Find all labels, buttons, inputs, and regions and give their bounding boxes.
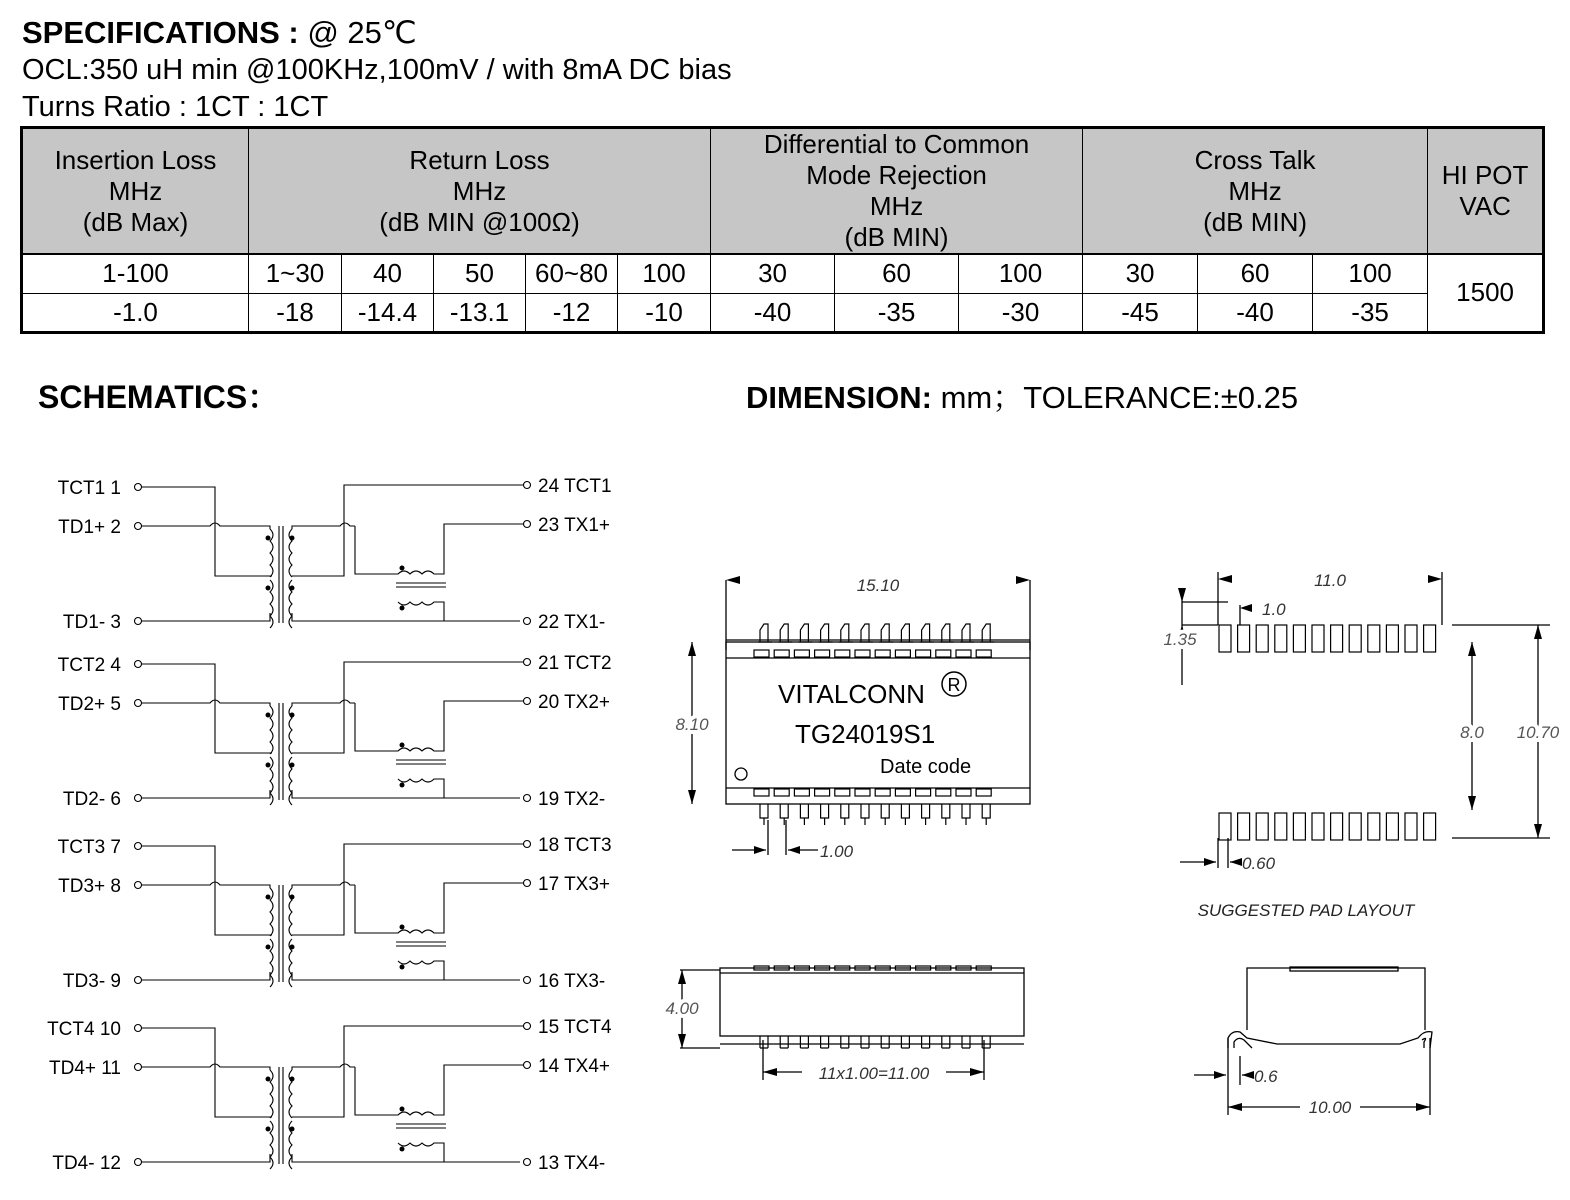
side-lead — [800, 1036, 808, 1048]
lead-shoulder — [855, 789, 870, 796]
table-cell: -45 — [1083, 293, 1198, 332]
dim-pad-inner: 8.0 — [1460, 723, 1484, 742]
table-cell: -40 — [711, 293, 835, 332]
lead-shoulder — [956, 650, 971, 657]
polarity-dot — [400, 743, 405, 748]
polarity-dot — [400, 1107, 405, 1112]
package-lead — [821, 804, 829, 825]
lead-shoulder — [936, 789, 951, 796]
registered-letter: R — [947, 675, 961, 695]
date-code: Date code — [880, 756, 972, 778]
lead-shoulder — [754, 789, 769, 796]
pin-label-right: 18 TCT3 — [538, 835, 612, 856]
package-lead — [800, 804, 808, 825]
polarity-dot — [400, 566, 405, 571]
pad-layout — [1180, 572, 1550, 868]
package-lead — [942, 804, 950, 825]
pin-label-right: 13 TX4- — [538, 1153, 606, 1174]
package-lead — [899, 624, 913, 642]
table-cell: -35 — [1313, 293, 1428, 332]
side-lead — [962, 1036, 970, 1048]
table-cell: -35 — [835, 293, 959, 332]
lead-shoulder — [815, 650, 830, 657]
hipot-header: HI POT VAC — [1428, 128, 1544, 255]
dim-end-lead: 0.6 — [1254, 1067, 1278, 1086]
pin-terminal — [135, 700, 142, 707]
dimension-drawings — [640, 560, 1570, 1120]
package-lead — [758, 624, 772, 642]
pin-label-left: TD2- 6 — [62, 789, 121, 810]
polarity-dot — [266, 895, 271, 900]
dimension-tolerance: mm；TOLERANCE:±0.25 — [932, 380, 1299, 415]
specifications-title — [22, 14, 417, 52]
solder-pad — [1275, 813, 1287, 840]
lead-shoulder — [916, 650, 931, 657]
solder-pad — [1386, 813, 1398, 840]
ocl-line: OCL:350 uH min @100KHz,100mV / with 8mA DC bias — [22, 54, 732, 86]
table-cell: -12 — [526, 293, 618, 332]
pin-terminal — [524, 698, 531, 705]
pin-terminal — [524, 1023, 531, 1030]
solder-pad — [1293, 813, 1305, 840]
transformer-channel-3 — [58, 835, 612, 992]
package-lead — [760, 804, 768, 825]
table-cell: 30 — [711, 254, 835, 293]
dim-pad-length: 1.35 — [1163, 630, 1197, 649]
pin-label-right: 14 TX4+ — [538, 1056, 611, 1077]
solder-pad — [1386, 625, 1398, 652]
table-cell: 100 — [959, 254, 1083, 293]
table-cell: -14.4 — [342, 293, 434, 332]
package-lead — [920, 624, 934, 642]
lead-shoulder — [835, 789, 850, 796]
pin-label-left: TD1+ 2 — [58, 517, 121, 538]
lead-shoulder — [774, 789, 789, 796]
package-lead — [940, 624, 954, 642]
package-lead — [841, 804, 849, 825]
polarity-dot — [266, 763, 271, 768]
package-lead — [798, 624, 812, 642]
pin-label-right: 23 TX1+ — [538, 515, 611, 536]
dimension-label: DIMENSION: — [746, 380, 932, 415]
table-cell: 40 — [342, 254, 434, 293]
solder-pad — [1424, 813, 1436, 840]
polarity-dot — [400, 925, 405, 930]
table-cell: -30 — [959, 293, 1083, 332]
package-lead — [859, 624, 873, 642]
package-lead — [839, 624, 853, 642]
lead-shoulder — [916, 789, 931, 796]
pin-label-left: TD2+ 5 — [58, 694, 121, 715]
solder-pad — [1349, 813, 1361, 840]
lead-shoulder — [895, 650, 910, 657]
pin-label-right: 21 TCT2 — [538, 653, 612, 674]
table-cell: 1~30 — [249, 254, 342, 293]
lead-shoulder — [875, 650, 890, 657]
polarity-dot — [290, 1077, 295, 1082]
polarity-dot — [266, 586, 271, 591]
package-lead — [778, 624, 792, 642]
polarity-dot — [290, 713, 295, 718]
lead-shoulder — [774, 650, 789, 657]
turns-ratio-line: Turns Ratio : 1CT : 1CT — [22, 91, 329, 123]
solder-pad — [1424, 625, 1436, 652]
lead-shoulder — [976, 789, 991, 796]
lead-shoulder — [875, 789, 890, 796]
solder-pad — [1219, 625, 1231, 652]
polarity-dot — [400, 965, 405, 970]
pin-terminal — [135, 1025, 142, 1032]
solder-pad — [1368, 625, 1380, 652]
solder-pad — [1256, 625, 1268, 652]
lead-shoulder — [855, 650, 870, 657]
polarity-dot — [290, 945, 295, 950]
package-lead — [960, 624, 974, 642]
pin-terminal — [135, 661, 142, 668]
dim-pad-outer: 10.70 — [1516, 723, 1560, 742]
transformer-channel-2 — [58, 653, 612, 810]
dim-pin-pitch: 1.00 — [820, 842, 854, 861]
dcmr-header: Differential to Common Mode Rejection MHz (dB MIN) — [711, 128, 1083, 255]
pin-label-left: TD3+ 8 — [58, 876, 121, 897]
spec-table — [20, 126, 1542, 332]
side-lead — [942, 1036, 950, 1048]
pin-label-left: TCT4 10 — [47, 1019, 121, 1040]
pin-terminal — [524, 841, 531, 848]
dim-pad-span: 11.0 — [1314, 571, 1346, 590]
pin-terminal — [135, 1159, 142, 1166]
lead-shoulder — [815, 789, 830, 796]
pin-label-right: 22 TX1- — [538, 612, 606, 633]
table-cell: 60 — [835, 254, 959, 293]
dim-pad-pitch: 1.0 — [1262, 600, 1286, 619]
polarity-dot — [266, 713, 271, 718]
pin-terminal — [524, 795, 531, 802]
solder-pad — [1349, 625, 1361, 652]
table-cell: 1-100 — [22, 254, 249, 293]
table-cell: 100 — [618, 254, 711, 293]
pin-terminal — [524, 1062, 531, 1069]
pin-label-right: 24 TCT1 — [538, 476, 612, 497]
pin-terminal — [135, 977, 142, 984]
polarity-dot — [266, 1077, 271, 1082]
polarity-dot — [400, 783, 405, 788]
package-lead — [922, 804, 930, 825]
part-number: TG24019S1 — [795, 719, 936, 749]
return-loss-header: Return Loss MHz (dB MIN @100Ω) — [249, 128, 711, 255]
pin-label-left: TD1- 3 — [62, 612, 121, 633]
lead-shoulder — [794, 650, 809, 657]
pin-terminal — [524, 618, 531, 625]
package-lead — [780, 804, 788, 825]
polarity-dot — [266, 945, 271, 950]
pin-terminal — [135, 618, 142, 625]
lead-shoulder — [895, 789, 910, 796]
side-lead — [780, 1036, 788, 1048]
package-lead — [901, 804, 909, 825]
side-lead — [901, 1036, 909, 1048]
pin-terminal — [524, 521, 531, 528]
pin-label-left: TD4- 12 — [52, 1153, 121, 1174]
pad-rows — [1219, 625, 1436, 840]
pin-terminal — [135, 484, 142, 491]
pin-label-left: TD4+ 11 — [49, 1058, 121, 1079]
pin-label-left: TD3- 9 — [62, 971, 121, 992]
lead-shoulder — [976, 650, 991, 657]
package-lead — [962, 804, 970, 825]
table-cell: -1.0 — [22, 293, 249, 332]
table-cell: -40 — [1198, 293, 1313, 332]
lead-shoulder — [794, 789, 809, 796]
lead-shoulder — [956, 789, 971, 796]
end-view-package — [1194, 967, 1432, 1115]
solder-pad — [1331, 625, 1343, 652]
pin-terminal — [524, 482, 531, 489]
pin-label-left: TCT2 4 — [57, 655, 121, 676]
specifications-label: SPECIFICATIONS : — [22, 15, 299, 50]
schematics-title: SCHEMATICS： — [38, 379, 280, 415]
solder-pad — [1405, 813, 1417, 840]
polarity-dot — [266, 1127, 271, 1132]
pin-label-right: 16 TX3- — [538, 971, 606, 992]
solder-pad — [1238, 813, 1250, 840]
package-lead — [982, 804, 990, 825]
side-lead — [861, 1036, 869, 1048]
solder-pad — [1331, 813, 1343, 840]
polarity-dot — [400, 1147, 405, 1152]
solder-pad — [1219, 813, 1231, 840]
pin-label-right: 15 TCT4 — [538, 1017, 612, 1038]
dim-side-height: 4.00 — [665, 999, 699, 1018]
dimension-title — [746, 372, 1298, 417]
lead-shoulder — [754, 650, 769, 657]
lead-shoulder — [936, 650, 951, 657]
solder-pad — [1405, 625, 1417, 652]
side-lead — [760, 1036, 768, 1048]
table-cell: 30 — [1083, 254, 1198, 293]
table-cell: 50 — [434, 254, 526, 293]
cross-talk-header: Cross Talk MHz (dB MIN) — [1083, 128, 1428, 255]
solder-pad — [1293, 625, 1305, 652]
table-cell: 60~80 — [526, 254, 618, 293]
pin-label-right: 20 TX2+ — [538, 692, 611, 713]
polarity-dot — [400, 606, 405, 611]
schematic-diagram — [0, 440, 660, 1200]
package-lead — [980, 624, 994, 642]
pin-label-right: 19 TX2- — [538, 789, 606, 810]
table-cell: -13.1 — [434, 293, 526, 332]
pad-layout-label: SUGGESTED PAD LAYOUT — [1197, 901, 1415, 920]
dim-end-width: 10.00 — [1308, 1098, 1352, 1117]
insertion-loss-header: Insertion Loss MHz (dB Max) — [22, 128, 249, 255]
lead-shoulder — [835, 650, 850, 657]
table-cell: 60 — [1198, 254, 1313, 293]
pin-label-left: TCT1 1 — [57, 478, 121, 499]
dim-pad-width: 0.60 — [1242, 854, 1276, 873]
package-lead — [881, 804, 889, 825]
hipot-value: 1500 — [1428, 254, 1544, 332]
polarity-dot — [290, 536, 295, 541]
polarity-dot — [290, 895, 295, 900]
table-cell: -10 — [618, 293, 711, 332]
side-lead — [881, 1036, 889, 1048]
pin-terminal — [524, 977, 531, 984]
pin-label-right: 17 TX3+ — [538, 874, 611, 895]
package-lead — [819, 624, 833, 642]
solder-pad — [1368, 813, 1380, 840]
table-cell: 100 — [1313, 254, 1428, 293]
solder-pad — [1256, 813, 1268, 840]
polarity-dot — [290, 763, 295, 768]
side-lead — [841, 1036, 849, 1048]
table-cell: -18 — [249, 293, 342, 332]
polarity-dot — [290, 1127, 295, 1132]
pin-terminal — [524, 1159, 531, 1166]
polarity-dot — [266, 536, 271, 541]
pin-terminal — [135, 523, 142, 530]
package-lead — [861, 804, 869, 825]
pin-terminal — [135, 882, 142, 889]
solder-pad — [1312, 625, 1324, 652]
dim-top-width: 15.10 — [856, 576, 900, 595]
solder-pad — [1238, 625, 1250, 652]
pin-terminal — [135, 1064, 142, 1071]
spec-condition: @ 25℃ — [307, 15, 417, 50]
dim-body-height: 8.10 — [675, 715, 709, 734]
brand-name: VITALCONN — [778, 679, 925, 709]
pin-terminal — [135, 795, 142, 802]
solder-pad — [1275, 625, 1287, 652]
pin-terminal — [524, 659, 531, 666]
polarity-dot — [290, 586, 295, 591]
dim-pitch-span: 11x1.00=11.00 — [818, 1064, 930, 1083]
pin-terminal — [524, 880, 531, 887]
side-lead — [821, 1036, 829, 1048]
pin-terminal — [135, 843, 142, 850]
package-lead — [879, 624, 893, 642]
solder-pad — [1312, 813, 1324, 840]
transformer-channel-4 — [47, 1017, 612, 1174]
pin-label-left: TCT3 7 — [57, 837, 121, 858]
side-lead — [922, 1036, 930, 1048]
transformer-channel-1 — [58, 476, 612, 633]
